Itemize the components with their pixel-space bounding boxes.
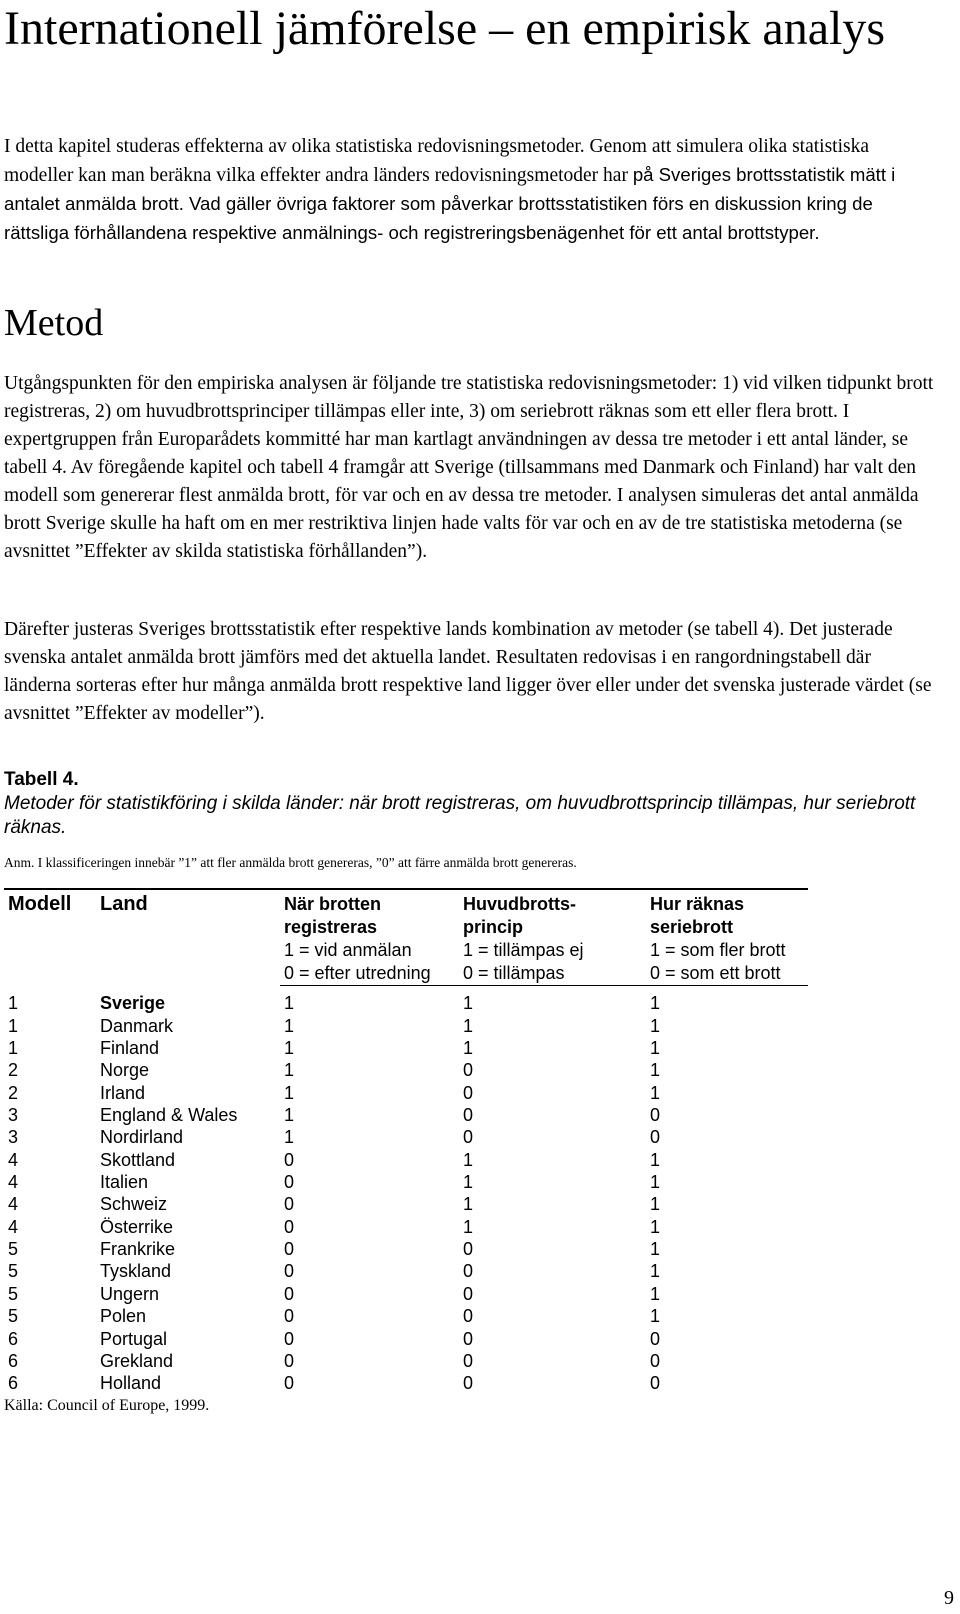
land-cell: Danmark (100, 1015, 174, 1036)
principle-cell: 1 (463, 1038, 474, 1059)
col-legend-registration-1: 1 = vid anmälan (284, 940, 412, 960)
registration-cell: 0 (284, 1149, 295, 1170)
land-cell: Portugal (100, 1328, 168, 1349)
land-cell: Ungern (100, 1283, 160, 1304)
table-row (4, 1327, 808, 1349)
series-cell: 1 (650, 1194, 661, 1215)
table-row (4, 1260, 808, 1282)
modell-cell: 2 (8, 1082, 19, 1103)
series-cell: 0 (650, 1373, 661, 1394)
land-cell: Frankrike (100, 1239, 176, 1260)
intro-text-serif: I detta kapitel studeras effekterna av olika statistiska redovisningsmetoder. Genom att simulera olika statistiska modeller kan man beräkna vilka effekter andra länders redovisningsmetoder har (4, 136, 869, 186)
land-cell: Irland (100, 1082, 146, 1103)
table-row (4, 1350, 808, 1372)
table-row (4, 986, 808, 1015)
table-row (4, 1171, 808, 1193)
series-cell: 1 (650, 1060, 661, 1081)
table-description: Metoder för statistikföring i skilda länder: när brott registreras, om huvudbrottsprincip tillämpas, hur seriebrott räknas. (4, 793, 916, 838)
principle-cell: 0 (463, 1306, 474, 1327)
table-source: Källa: Council of Europe, 1999. (4, 1397, 210, 1414)
modell-cell: 4 (8, 1194, 19, 1215)
series-cell: 1 (650, 993, 661, 1014)
table-row (4, 1215, 808, 1237)
modell-cell: 5 (8, 1261, 19, 1282)
method-paragraph-2: Därefter justeras Sveriges brottsstatistik efter respektive lands kombination av metoder (se tabell 4). Det justerade svenska antalet anmälda brott jämförs med det aktuella landet. Resultaten redovisas i en rangordningstabell där länderna sorteras efter hur många anmälda brott respektive land ligger över eller under det svenska justerade värdet (se avsnittet ”Effekter av modeller”). (4, 619, 932, 724)
land-cell: Schweiz (100, 1194, 168, 1215)
series-cell: 0 (650, 1350, 661, 1371)
principle-cell: 0 (463, 1283, 474, 1304)
registration-cell: 1 (284, 1060, 295, 1081)
methods-table (4, 888, 808, 1394)
land-cell: Nordirland (100, 1127, 184, 1148)
land-cell: England & Wales (100, 1105, 238, 1126)
modell-cell: 4 (8, 1172, 19, 1193)
series-cell: 1 (650, 1038, 661, 1059)
series-cell: 0 (650, 1105, 661, 1126)
table-row (4, 1126, 808, 1148)
col-header-principle-l2: princip (463, 917, 524, 937)
table-row (4, 1238, 808, 1260)
series-cell: 1 (650, 1082, 661, 1103)
land-cell: Grekland (100, 1350, 174, 1371)
col-legend-principle-0: 0 = tillämpas (459, 962, 646, 986)
table-row (4, 1372, 808, 1394)
land-cell: Holland (100, 1373, 162, 1394)
intro-text-sans: på Sveriges brottsstatistik mätt i antalet anmälda brott. Vad gäller övriga faktorer som påverkar brottsstatistiken förs en diskussion kring de rättsliga förhållandena respektive anmälnings- och registreringsbenägenhet för ett antal brottstyper. (4, 164, 896, 243)
page-number: 9 (944, 1587, 954, 1609)
principle-cell: 1 (463, 1194, 474, 1215)
registration-cell: 1 (284, 1105, 295, 1126)
principle-cell: 0 (463, 1373, 474, 1394)
land-cell: Skottland (100, 1149, 176, 1170)
series-cell: 1 (650, 1283, 661, 1304)
table-row (4, 1104, 808, 1126)
table-row (4, 1193, 808, 1215)
registration-cell: 0 (284, 1373, 295, 1394)
modell-cell: 6 (8, 1373, 19, 1394)
col-header-registration-l2: registreras (284, 917, 378, 937)
principle-cell: 0 (463, 1239, 474, 1260)
land-cell: Österrike (100, 1216, 174, 1237)
registration-cell: 0 (284, 1216, 295, 1237)
principle-cell: 0 (463, 1105, 474, 1126)
registration-cell: 0 (284, 1306, 295, 1327)
land-cell: Sverige (100, 993, 166, 1014)
registration-cell: 1 (284, 993, 295, 1014)
series-cell: 1 (650, 1306, 661, 1327)
registration-cell: 0 (284, 1328, 295, 1349)
registration-cell: 1 (284, 1015, 295, 1036)
modell-cell: 2 (8, 1060, 19, 1081)
table-body (4, 986, 808, 1395)
series-cell: 1 (650, 1216, 661, 1237)
principle-cell: 1 (463, 993, 474, 1014)
principle-cell: 1 (463, 1149, 474, 1170)
principle-cell: 0 (463, 1261, 474, 1282)
table-caption (4, 768, 934, 840)
land-cell: Finland (100, 1038, 160, 1059)
series-cell: 0 (650, 1127, 661, 1148)
principle-cell: 0 (463, 1328, 474, 1349)
principle-cell: 0 (463, 1060, 474, 1081)
table-note: Anm. I klassificeringen innebär ”1” att fler anmälda brott genereras, ”0” att färre anmälda brott genereras. (4, 855, 577, 870)
registration-cell: 1 (284, 1082, 295, 1103)
table-row (4, 1282, 808, 1304)
modell-cell: 1 (8, 1015, 19, 1036)
col-header-land: Land (96, 889, 280, 986)
col-header-registration: När brotten (280, 889, 459, 916)
principle-cell: 0 (463, 1082, 474, 1103)
principle-cell: 1 (463, 1216, 474, 1237)
series-cell: 1 (650, 1239, 661, 1260)
col-header-series: Hur räknas (646, 889, 808, 916)
table-row (4, 1305, 808, 1327)
land-cell: Tyskland (100, 1261, 172, 1282)
intro-paragraph (4, 133, 934, 248)
page-title: Internationell jämförelse – en empirisk analys (4, 2, 886, 55)
registration-cell: 0 (284, 1350, 295, 1371)
modell-cell: 5 (8, 1283, 19, 1304)
land-cell: Norge (100, 1060, 150, 1081)
col-legend-principle-1: 1 = tillämpas ej (463, 940, 584, 960)
col-legend-registration-0: 0 = efter utredning (280, 962, 459, 986)
modell-cell: 5 (8, 1239, 19, 1260)
registration-cell: 1 (284, 1127, 295, 1148)
registration-cell: 0 (284, 1261, 295, 1282)
col-header-series-l2: seriebrott (650, 917, 734, 937)
modell-cell: 6 (8, 1328, 19, 1349)
land-cell: Italien (100, 1172, 149, 1193)
registration-cell: 0 (284, 1194, 295, 1215)
section-heading: Metod (4, 302, 104, 344)
modell-cell: 4 (8, 1216, 19, 1237)
series-cell: 1 (650, 1015, 661, 1036)
principle-cell: 0 (463, 1350, 474, 1371)
modell-cell: 6 (8, 1350, 19, 1371)
registration-cell: 0 (284, 1239, 295, 1260)
land-cell: Polen (100, 1306, 147, 1327)
principle-cell: 1 (463, 1015, 474, 1036)
series-cell: 1 (650, 1172, 661, 1193)
table-row (4, 1059, 808, 1081)
modell-cell: 1 (8, 1038, 19, 1059)
table-row (4, 1081, 808, 1103)
col-header-principle: Huvudbrotts- (459, 889, 646, 916)
table-label: Tabell 4. (4, 769, 79, 790)
registration-cell: 0 (284, 1172, 295, 1193)
method-paragraph-1: Utgångspunkten för den empiriska analysen är följande tre statistiska redovisningsmetoder: 1) vid vilken tidpunkt brott registreras, 2) om huvudbrottsprinciper tillämpas eller inte, 3) om seriebrott räknas som ett eller flera brott. I expertgruppen från Europarådets kommitté har man kartlagt användningen av dessa tre metoder i ett antal länder, se tabell 4. Av föregående kapitel och tabell 4 framgår att Sverige (tillsammans med Danmark och Finland) har valt den modell som genererar flest anmälda brott, för var och en av dessa tre metoder. I analysen simuleras det antal anmälda brott Sverige skulle ha haft om en mer restriktiva linjen hade valts för var och en av de tre statistiska metoderna (se avsnittet ”Effekter av skilda statistiska förhållanden”). (4, 373, 934, 562)
modell-cell: 4 (8, 1149, 19, 1170)
series-cell: 1 (650, 1261, 661, 1282)
col-legend-series-1: 1 = som fler brott (650, 940, 786, 960)
principle-cell: 0 (463, 1127, 474, 1148)
series-cell: 1 (650, 1149, 661, 1170)
col-legend-series-0: 0 = som ett brott (646, 962, 808, 986)
principle-cell: 1 (463, 1172, 474, 1193)
col-header-modell: Modell (4, 889, 96, 986)
table-row (4, 1037, 808, 1059)
registration-cell: 1 (284, 1038, 295, 1059)
modell-cell: 1 (8, 993, 19, 1014)
registration-cell: 0 (284, 1283, 295, 1304)
modell-cell: 5 (8, 1306, 19, 1327)
modell-cell: 3 (8, 1127, 19, 1148)
table-row (4, 1014, 808, 1036)
series-cell: 0 (650, 1328, 661, 1349)
modell-cell: 3 (8, 1105, 19, 1126)
table-row (4, 1148, 808, 1170)
